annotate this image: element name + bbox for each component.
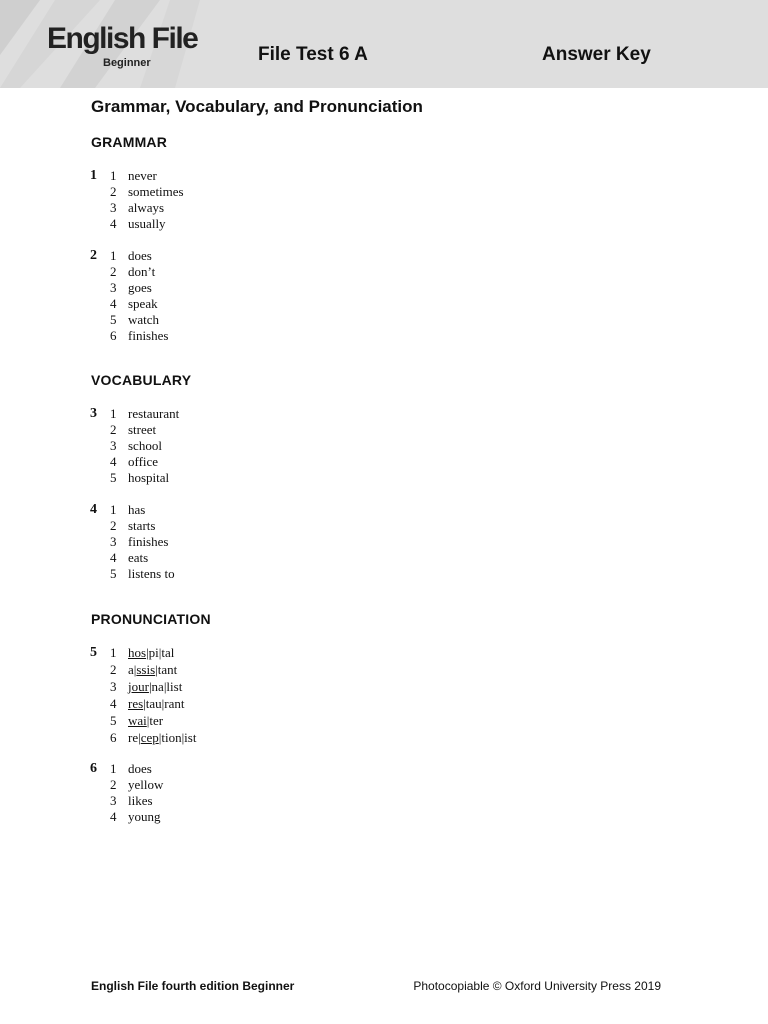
page-header <box>0 0 768 88</box>
logo-subtitle: Beginner <box>103 57 151 69</box>
stressed-syllable: wai <box>128 713 147 728</box>
subheading-pronunciation: PRONUNCIATION <box>91 611 211 627</box>
logo-title: English File <box>47 22 198 55</box>
stressed-syllable: jour <box>128 679 149 694</box>
test-title: File Test 6 A <box>258 44 368 65</box>
stressed-syllable: res <box>128 696 144 711</box>
exercise-number: 5 <box>90 645 97 660</box>
exercise-number: 2 <box>90 248 97 263</box>
stressed-syllable: ssis <box>136 662 156 677</box>
section-title: Grammar, Vocabulary, and Pronunciation <box>91 97 423 116</box>
footer-edition: English File fourth edition Beginner <box>91 979 295 993</box>
stressed-syllable: cep <box>140 730 159 745</box>
subheading-vocabulary: VOCABULARY <box>91 372 192 388</box>
exercise-number: 6 <box>90 761 97 776</box>
stressed-syllable: hos <box>128 645 147 660</box>
answer-key-title: Answer Key <box>542 44 651 65</box>
footer-copyright: Photocopiable © Oxford University Press 2019 <box>413 979 661 993</box>
exercise-number: 1 <box>90 168 97 183</box>
subheading-grammar: GRAMMAR <box>91 134 168 150</box>
exercise-number: 3 <box>90 406 97 421</box>
english-file-logo <box>47 22 207 69</box>
exercise-number: 4 <box>90 502 97 517</box>
